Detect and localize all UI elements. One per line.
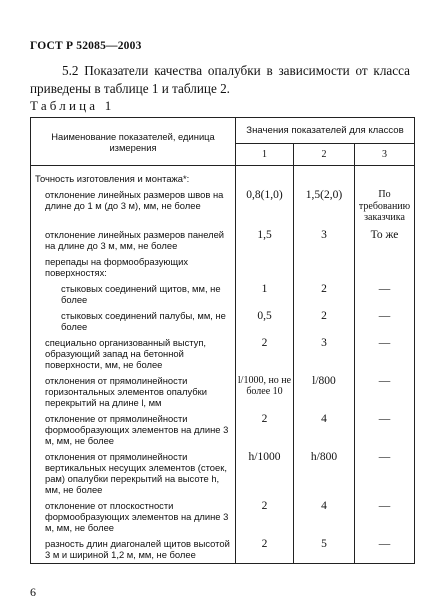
row-value-class-2 xyxy=(294,171,355,187)
row-name: отклонение от плоскостности формообразующих элементов на длине 3 м, мм, не более xyxy=(31,498,236,536)
document-id: ГОСТ Р 52085—2003 xyxy=(30,40,142,52)
row-value-class-2: 5 xyxy=(294,536,355,564)
row-value-class-3: — xyxy=(355,308,415,335)
row-value-class-2: 3 xyxy=(294,227,355,254)
row-value-class-2: 3 xyxy=(294,335,355,373)
quality-table xyxy=(30,117,415,564)
table-row xyxy=(31,411,415,449)
table-body xyxy=(31,166,415,564)
row-name: разность длин диагоналей щитов высотой 3 м и шириной 1,2 м, мм, не более xyxy=(31,536,236,564)
row-value-class-3: — xyxy=(355,411,415,449)
row-value-class-1: l/1000, но не более 10 xyxy=(236,373,294,411)
row-value-class-1: h/1000 xyxy=(236,449,294,498)
row-value-class-3: — xyxy=(355,449,415,498)
row-value-class-3: — xyxy=(355,536,415,564)
table-row xyxy=(31,254,415,281)
row-value-class-2: l/800 xyxy=(294,373,355,411)
row-value-class-2: 4 xyxy=(294,498,355,536)
table-row xyxy=(31,187,415,227)
row-value-class-1: 2 xyxy=(236,536,294,564)
row-name: стыковых соединений палубы, мм, не более xyxy=(31,308,236,335)
table-caption: Таблица 1 xyxy=(30,98,115,113)
col-header-name: Наименование показателей, единица измерения xyxy=(31,118,236,166)
row-value-class-1: 1,5 xyxy=(236,227,294,254)
col-header-values: Значения показателей для классов xyxy=(236,118,415,144)
row-value-class-1: 1 xyxy=(236,281,294,308)
row-name: перепады на формообразующих поверхностях: xyxy=(31,254,236,281)
row-value-class-1: 0,8(1,0) xyxy=(236,187,294,227)
row-name: отклонение от прямолинейности формообразующих элементов на длине 3 м, мм, не более xyxy=(31,411,236,449)
table-row xyxy=(31,281,415,308)
row-value-class-2: 4 xyxy=(294,411,355,449)
row-value-class-2: 2 xyxy=(294,281,355,308)
row-name: отклонения от прямолинейности вертикальных несущих элементов (стоек, рам) опалубки перекрытий на высоте h, мм, не более xyxy=(31,449,236,498)
col-header-class-2: 2 xyxy=(294,143,355,165)
row-name: стыковых соединений щитов, мм, не более xyxy=(31,281,236,308)
row-value-class-3 xyxy=(355,254,415,281)
table-row xyxy=(31,536,415,564)
table-row xyxy=(31,171,415,187)
table-row xyxy=(31,449,415,498)
row-value-class-3: По требованию заказчика xyxy=(355,187,415,227)
intro-paragraph: 5.2 Показатели качества опалубки в зависимости от класса приведены в таблице 1 и таблице 2. xyxy=(30,63,410,96)
row-value-class-3 xyxy=(355,171,415,187)
row-value-class-3: — xyxy=(355,281,415,308)
row-value-class-2 xyxy=(294,254,355,281)
col-header-class-3: 3 xyxy=(355,143,415,165)
row-value-class-2: 1,5(2,0) xyxy=(294,187,355,227)
page-number: 6 xyxy=(30,585,36,599)
table-row xyxy=(31,498,415,536)
row-name: специально организованный выступ, образующий запад на бетонной поверхности, мм, не более xyxy=(31,335,236,373)
row-name: отклонение линейных размеров швов на длине до 1 м (до 3 м), мм, не более xyxy=(31,187,236,227)
row-value-class-1: 2 xyxy=(236,335,294,373)
row-value-class-2: h/800 xyxy=(294,449,355,498)
row-value-class-3: — xyxy=(355,498,415,536)
table-row xyxy=(31,373,415,411)
row-name: отклонения от прямолинейности горизонтальных элементов опалубки перекрытий на длине l, мм xyxy=(31,373,236,411)
row-name: Точность изготовления и монтажа*: xyxy=(31,171,236,187)
table-row xyxy=(31,335,415,373)
row-value-class-3: — xyxy=(355,335,415,373)
row-value-class-2: 2 xyxy=(294,308,355,335)
row-value-class-3: То же xyxy=(355,227,415,254)
row-value-class-1: 2 xyxy=(236,498,294,536)
row-name: отклонение линейных размеров панелей на длине до 3 м, мм, не более xyxy=(31,227,236,254)
row-value-class-1 xyxy=(236,171,294,187)
row-value-class-1 xyxy=(236,254,294,281)
table-row xyxy=(31,308,415,335)
row-value-class-1: 0,5 xyxy=(236,308,294,335)
table-row xyxy=(31,227,415,254)
col-header-class-1: 1 xyxy=(236,143,294,165)
row-value-class-1: 2 xyxy=(236,411,294,449)
row-value-class-3: — xyxy=(355,373,415,411)
